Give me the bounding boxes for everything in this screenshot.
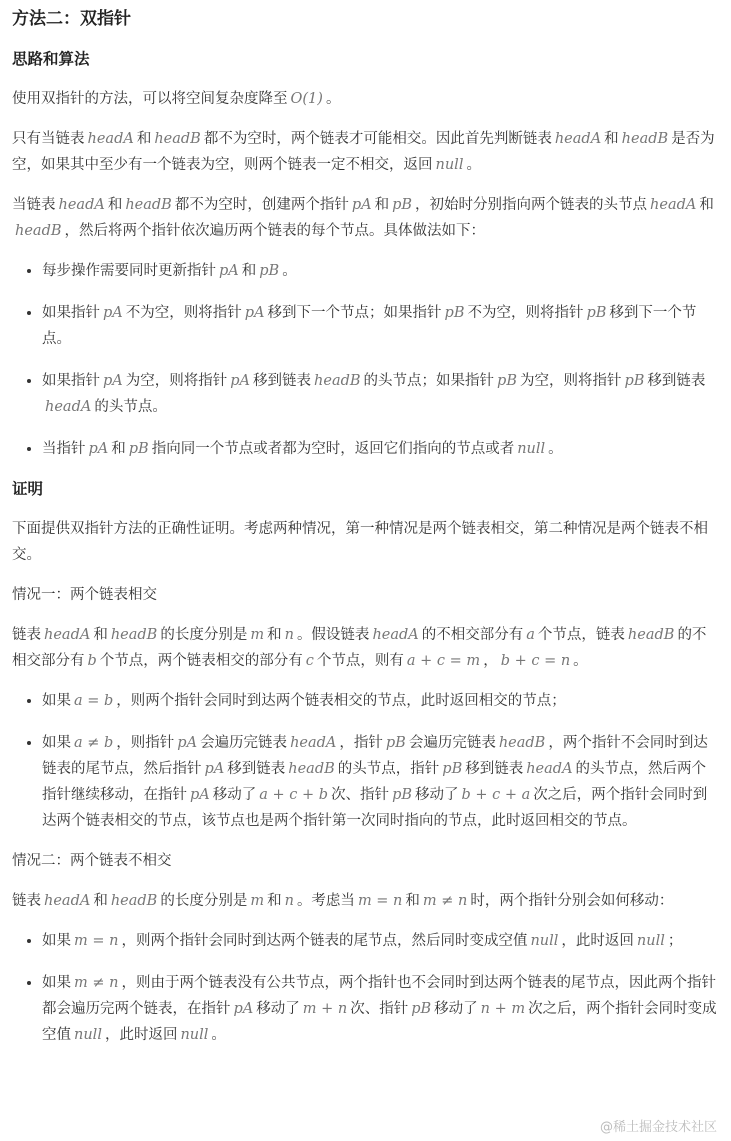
math-expression: null: [517, 441, 546, 457]
math-expression: pA: [219, 263, 239, 279]
text-run: 情况一：两个链表相交: [12, 587, 157, 603]
math-expression: pA: [351, 197, 372, 213]
math-expression: pB: [442, 761, 463, 777]
section-heading: [12, 476, 719, 502]
math-expression: null: [435, 157, 464, 173]
text-run: 为空，则将指针: [125, 373, 228, 389]
text-run: 次之后，两个指针会同时到达两个链表相交的节点，该节点也是两个指针第一次同时指向的节点，此时返回相交的节点。: [42, 787, 708, 829]
math-expression: n + m: [480, 1001, 526, 1017]
text-run: 思路和算法: [12, 50, 90, 68]
math-expression: headA: [44, 627, 91, 643]
text-run: 和: [111, 441, 126, 457]
text-run: 链表: [12, 627, 41, 643]
text-run: 时，两个指针分别会如何移动：: [470, 893, 674, 909]
math-expression: pA: [233, 1001, 254, 1017]
text-run: ，初始时分别指向两个链表的头节点: [415, 197, 648, 213]
math-expression: null: [74, 1027, 102, 1043]
list-item: [42, 258, 719, 284]
math-expression: headA: [526, 761, 573, 777]
text-run: 次之后，两个指针会同时变成空值: [42, 1001, 717, 1043]
text-run: 情况二：两个链表不相交: [12, 853, 172, 869]
text-run: 。: [325, 91, 341, 107]
math-expression: pB: [411, 1001, 432, 1017]
text-run: 和: [107, 197, 123, 213]
text-run: 次、指针: [331, 787, 390, 803]
text-run: 会遍历完链表: [408, 735, 496, 751]
text-run: 如果: [42, 975, 71, 991]
text-run: 下面提供双指针方法的正确性证明。考虑两种情况，第一种情况是两个链表相交，第二种情况是两个链表不相交。: [12, 521, 708, 563]
math-expression: pA: [103, 305, 123, 321]
paragraph: [12, 126, 719, 178]
math-expression: headB: [621, 131, 669, 147]
math-expression: headB: [314, 373, 361, 389]
text-run: 都不为空时，两个链表才可能相交。因此首先判断链表: [203, 131, 552, 147]
paragraph: [12, 582, 719, 608]
text-run: 和: [93, 893, 108, 909]
text-run: 移到链表: [465, 761, 524, 777]
text-run: 的头节点，指针: [337, 761, 440, 777]
math-expression: a + c = m: [406, 653, 481, 669]
watermark: @稀土掘金技术社区: [599, 1120, 717, 1135]
math-expression: pA: [204, 761, 225, 777]
text-run: 不为空，则将指针: [125, 305, 242, 321]
text-run: 会遍历完链表: [200, 735, 288, 751]
math-expression: headA: [554, 131, 602, 147]
paragraph: [12, 86, 719, 112]
text-run: 不为空，则将指针: [467, 305, 584, 321]
text-run: 和: [93, 627, 108, 643]
text-run: 如果: [42, 693, 71, 709]
math-expression: a + c + b: [259, 787, 329, 803]
math-expression: m = n: [74, 933, 119, 949]
text-run: 的长度分别是: [160, 627, 248, 643]
math-expression: headB: [288, 761, 335, 777]
text-run: 。假设链表: [296, 627, 370, 643]
math-expression: m ≠ n: [74, 975, 119, 991]
text-run: 的头节点，然后两个指针继续移动，在指针: [42, 761, 707, 803]
text-run: 移动了: [212, 787, 257, 803]
text-run: 个节点，链表: [537, 627, 625, 643]
list-item: [42, 928, 719, 954]
text-run: 都不为空时，创建两个指针: [174, 197, 349, 213]
text-run: 移到链表: [647, 373, 706, 389]
text-run: ，指针: [339, 735, 383, 751]
text-run: 移动了: [434, 1001, 478, 1017]
text-run: 移动了: [256, 1001, 300, 1017]
text-run: 证明: [12, 480, 44, 498]
paragraph: [12, 622, 719, 674]
math-expression: pB: [586, 305, 607, 321]
text-run: 移到链表: [253, 373, 312, 389]
text-run: 指向同一个节点或者都为空时，返回它们指向的节点或者: [151, 441, 515, 457]
math-expression: c: [305, 653, 314, 669]
math-expression: m ≠ n: [422, 893, 468, 909]
math-expression: pA: [88, 441, 109, 457]
text-run: 当指针: [42, 441, 86, 457]
text-run: 如果: [42, 933, 71, 949]
text-run: 如果: [42, 735, 71, 751]
text-run: 每步操作需要同时更新指针: [42, 263, 216, 279]
text-run: 和: [604, 131, 619, 147]
text-run: ，此时返回: [561, 933, 634, 949]
math-expression: O(1): [290, 91, 323, 107]
math-expression: m + n: [302, 1001, 348, 1017]
math-expression: pB: [392, 197, 413, 213]
math-expression: m: [250, 627, 265, 643]
math-expression: pB: [385, 735, 406, 751]
text-run: 的长度分别是: [160, 893, 248, 909]
math-expression: pA: [177, 735, 198, 751]
text-run: 移动了: [415, 787, 459, 803]
math-expression: headA: [650, 197, 697, 213]
text-run: ，则指针: [116, 735, 175, 751]
text-run: 。: [211, 1027, 226, 1043]
math-expression: headB: [125, 197, 172, 213]
text-run: ，两个指针不会同时到达链表的尾节点，然后指针: [42, 735, 708, 777]
text-run: 。: [548, 441, 563, 457]
text-run: 移到链表: [227, 761, 286, 777]
text-run: 和: [405, 893, 420, 909]
text-run: 个节点，则有: [316, 653, 404, 669]
math-expression: headB: [110, 893, 158, 909]
text-run: 次、指针: [350, 1001, 409, 1017]
text-run: 。: [466, 157, 481, 173]
math-expression: headA: [45, 399, 92, 415]
math-expression: a = b: [74, 693, 114, 709]
math-expression: pA: [244, 305, 265, 321]
text-run: 和: [267, 627, 282, 643]
paragraph: [12, 192, 719, 244]
text-run: 。: [573, 653, 588, 669]
math-expression: pB: [259, 263, 280, 279]
text-run: 和: [374, 197, 390, 213]
text-run: 为空，则将指针: [519, 373, 622, 389]
text-run: ，则两个指针会同时到达两个链表的尾节点，然后同时变成空值: [121, 933, 528, 949]
paragraph: [12, 516, 719, 568]
math-expression: pB: [444, 305, 465, 321]
text-run: ，此时返回: [104, 1027, 178, 1043]
math-expression: headB: [498, 735, 546, 751]
math-expression: headB: [154, 131, 201, 147]
math-expression: headA: [372, 627, 419, 643]
list-item: [42, 730, 719, 834]
math-expression: b: [87, 653, 97, 669]
math-expression: pA: [103, 373, 123, 389]
math-expression: m = n: [357, 893, 403, 909]
math-expression: headB: [110, 627, 158, 643]
math-expression: a ≠ b: [74, 735, 114, 751]
list-item: [42, 970, 719, 1048]
text-run: ，则由于两个链表没有公共节点，两个指针也不会同时到达两个链表的尾节点，因此两个指针都会遍历完两个链表，在指针: [42, 975, 716, 1017]
math-expression: null: [530, 933, 559, 949]
text-run: ，则两个指针会同时到达两个链表相交的节点，此时返回相交的节点；: [116, 693, 566, 709]
paragraph: [12, 888, 719, 914]
math-expression: headB: [627, 627, 675, 643]
bullet-list: [12, 258, 719, 462]
text-run: 的不相交部分有: [421, 627, 524, 643]
math-expression: pA: [190, 787, 210, 803]
math-expression: b + c = n: [500, 653, 571, 669]
text-run: 和: [267, 893, 282, 909]
math-expression: b + c + a: [461, 787, 531, 803]
text-run: 和: [699, 197, 714, 213]
math-expression: pB: [624, 373, 645, 389]
list-item: [42, 368, 719, 420]
math-expression: n: [284, 627, 294, 643]
math-expression: null: [180, 1027, 209, 1043]
text-run: ，然后将两个指针依次遍历两个链表的每个节点。具体做法如下：: [64, 223, 486, 239]
text-run: 个节点，两个链表相交的部分有: [99, 653, 303, 669]
text-run: 。考虑当: [296, 893, 355, 909]
math-expression: n: [284, 893, 294, 909]
math-expression: headB: [15, 223, 62, 239]
list-item: [42, 436, 719, 462]
list-item: [42, 300, 719, 352]
text-run: 链表: [12, 893, 41, 909]
bullet-list: [12, 688, 719, 834]
text-run: 和: [136, 131, 152, 147]
text-run: ，: [483, 653, 498, 669]
bullet-list: [12, 928, 719, 1048]
math-expression: m: [250, 893, 265, 909]
text-run: ；: [667, 933, 683, 949]
text-run: 。: [282, 263, 297, 279]
math-expression: null: [636, 933, 665, 949]
text-run: 和: [241, 263, 257, 279]
text-run: 如果指针: [42, 373, 100, 389]
text-run: 的不相交部分有: [12, 627, 707, 669]
paragraph: [12, 848, 719, 874]
math-expression: pB: [497, 373, 517, 389]
text-run: 的头节点。: [94, 399, 167, 415]
math-expression: pA: [230, 373, 251, 389]
text-run: 是否为空，如果其中至少有一个链表为空，则两个链表一定不相交，返回: [12, 131, 715, 173]
text-run: 如果指针: [42, 305, 100, 321]
math-expression: headA: [290, 735, 337, 751]
section-heading: [12, 46, 719, 72]
text-run: 使用双指针的方法，可以将空间复杂度降至: [12, 91, 288, 107]
math-expression: headA: [44, 893, 91, 909]
math-expression: headA: [87, 131, 134, 147]
text-run: 的头节点；如果指针: [363, 373, 495, 389]
page-title: 方法二：双指针: [12, 9, 131, 29]
text-run: 移到下一个节点。: [42, 305, 697, 347]
text-run: 只有当链表: [12, 131, 85, 147]
article-body: [12, 46, 719, 1048]
math-expression: pB: [128, 441, 149, 457]
text-run: 移到下一个节点；如果指针: [267, 305, 442, 321]
math-expression: a: [526, 627, 535, 643]
math-expression: pB: [392, 787, 412, 803]
text-run: 当链表: [12, 197, 56, 213]
math-expression: headA: [58, 197, 105, 213]
list-item: [42, 688, 719, 714]
